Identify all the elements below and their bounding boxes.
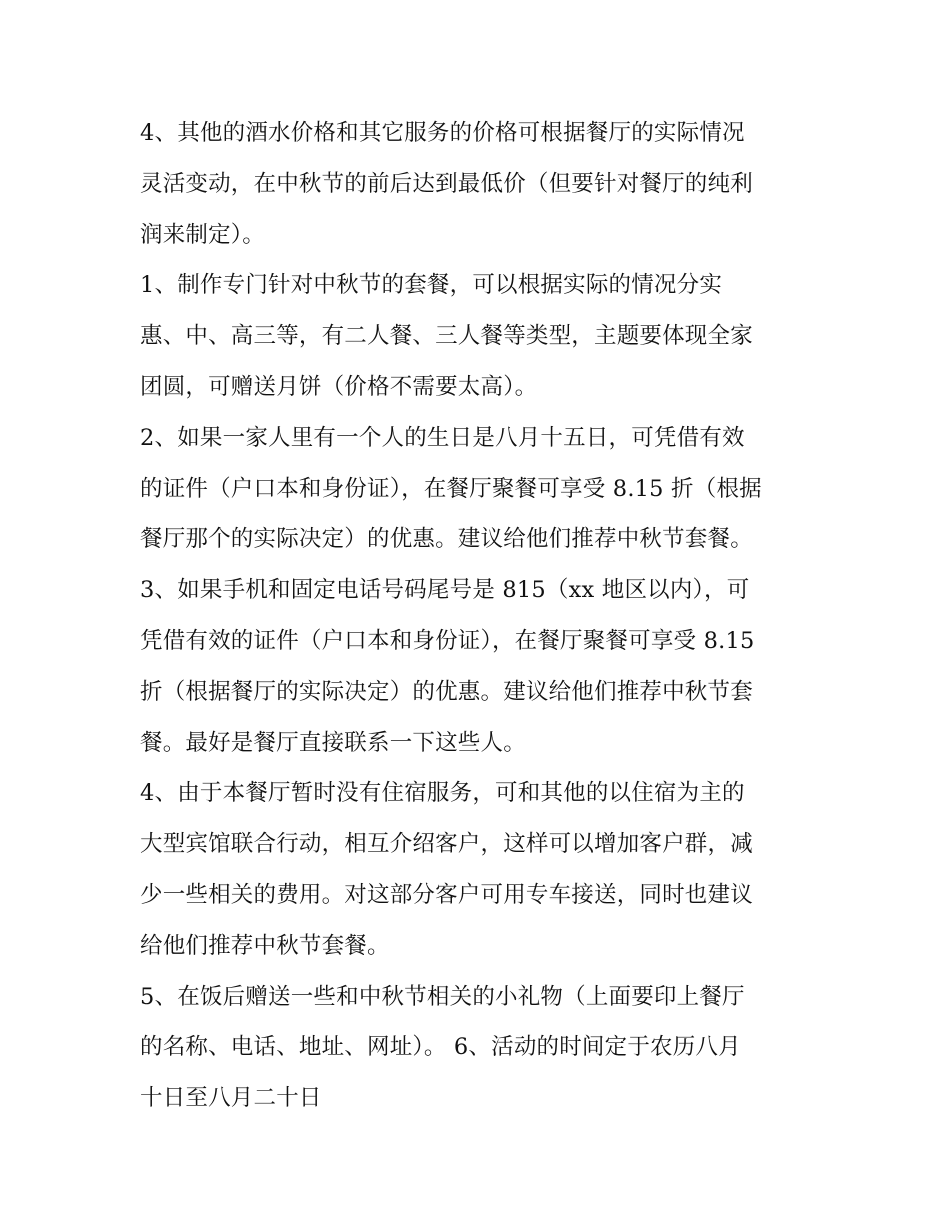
text-line: 1、制作专门针对中秋节的套餐，可以根据实际的情况分实 [140,272,723,299]
text-line: 少一些相关的费用。对这部分客户可用专车接送，同时也建议 [140,881,753,908]
text-line: 餐。最好是餐厅直接联系一下这些人。 [140,729,526,756]
document-body [140,108,815,1124]
text-line: 的证件（户口本和身份证），在餐厅聚餐可享受 8.15 折（根据 [140,475,762,502]
text-line: 餐厅那个的实际决定）的优惠。建议给他们推荐中秋节套餐。 [140,526,753,553]
text-line: 惠、中、高三等，有二人餐、三人餐等类型，主题要体现全家 [140,323,753,350]
text-line: 凭借有效的证件（户口本和身份证），在餐厅聚餐可享受 8.15 [140,627,755,654]
text-line: 十日至八月二十日 [140,1085,322,1112]
text-line: 5、在饭后赠送一些和中秋节相关的小礼物（上面要印上餐厅 [140,983,745,1010]
text-line: 2、如果一家人里有一个人的生日是八月十五日，可凭借有效 [140,424,745,451]
text-line: 3、如果手机和固定电话号码尾号是 815（xx 地区以内），可 [140,577,750,604]
text-line: 折（根据餐厅的实际决定）的优惠。建议给他们推荐中秋节套 [140,678,753,705]
text-line: 给他们推荐中秋节套餐。 [140,932,390,959]
text-line: 团圆，可赠送月饼（价格不需要太高）。 [140,373,538,400]
text-line: 4、其他的酒水价格和其它服务的价格可根据餐厅的实际情况 [140,120,745,146]
text-line: 灵活变动，在中秋节的前后达到最低价（但要针对餐厅的纯利 [140,170,753,197]
text-line: 的名称、电话、地址、网址）。 6、活动的时间定于农历八月 [140,1034,741,1061]
text-line: 大型宾馆联合行动，相互介绍客户，这样可以增加客户群，减 [140,831,753,858]
text-line: 润来制定）。 [140,221,265,248]
text-line: 4、由于本餐厅暂时没有住宿服务，可和其他的以住宿为主的 [140,780,745,807]
